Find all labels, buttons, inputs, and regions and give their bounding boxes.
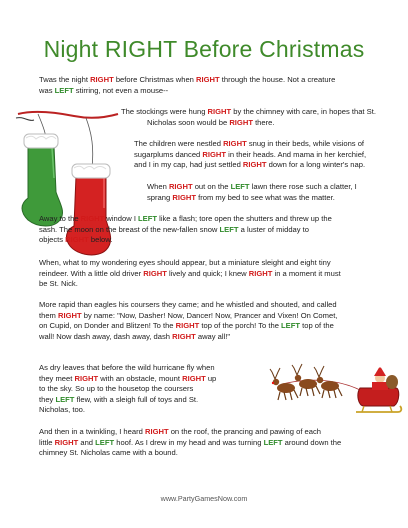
text-line bbox=[39, 448, 341, 459]
text-run: them bbox=[39, 310, 58, 320]
paragraph-3 bbox=[134, 139, 366, 171]
text-run: and I in my cap, had just settled bbox=[134, 160, 243, 170]
text-run: before Christmas when bbox=[113, 75, 197, 84]
text-run: top of the porch! To the bbox=[199, 321, 282, 331]
keyword-right: RIGHT bbox=[144, 427, 169, 436]
text-run: out on the bbox=[192, 182, 231, 191]
footer-website: www.PartyGamesNow.com bbox=[160, 494, 248, 503]
keyword-left: LEFT bbox=[138, 214, 158, 223]
text-run: sash. The moon on the breast of the new-fallen snow bbox=[39, 224, 220, 234]
keyword-right: RIGHT bbox=[242, 160, 267, 170]
text-run: The children were nestled bbox=[134, 139, 224, 148]
text-line bbox=[134, 160, 366, 171]
text-run: and bbox=[78, 437, 96, 447]
text-line bbox=[39, 75, 335, 86]
keyword-right: RIGHT bbox=[248, 268, 273, 278]
text-run: with an obstacle, mount bbox=[98, 373, 183, 383]
keyword-right: RIGHT bbox=[207, 107, 232, 116]
text-run: Nicholas soon would be bbox=[147, 117, 230, 127]
text-run: away all!" bbox=[195, 331, 231, 341]
keyword-left: LEFT bbox=[263, 437, 283, 447]
text-line bbox=[39, 225, 332, 236]
keyword-right: RIGHT bbox=[172, 192, 196, 202]
text-run: stirring, not even a mouse-- bbox=[73, 85, 169, 95]
text-run: Away to the bbox=[39, 214, 81, 223]
text-line bbox=[39, 269, 341, 280]
keyword-right: RIGHT bbox=[80, 214, 105, 223]
text-run: on Cupid, on Donder and Blitzen! To the bbox=[39, 321, 176, 331]
paragraph-8 bbox=[39, 363, 216, 416]
text-run: objects bbox=[39, 235, 66, 245]
keyword-right: RIGHT bbox=[229, 117, 253, 127]
text-run: reindeer. With a little old driver bbox=[39, 268, 144, 278]
text-line bbox=[39, 374, 216, 385]
paragraph-6 bbox=[39, 258, 341, 290]
text-run: Nicholas, too. bbox=[39, 405, 86, 415]
keyword-right: RIGHT bbox=[65, 235, 89, 245]
text-run: wall! Now dash away, dash away, dash bbox=[39, 331, 173, 341]
text-run: lively and quick; I knew bbox=[166, 268, 249, 278]
text-run: sugarplums danced bbox=[134, 149, 203, 159]
text-run: chimney St. Nicholas came with a bound. bbox=[39, 448, 178, 458]
text-run: Twas the night bbox=[39, 75, 91, 84]
keyword-right: RIGHT bbox=[168, 182, 193, 191]
text-run: As dry leaves that before the wild hurricane fly when bbox=[39, 363, 215, 372]
text-line bbox=[39, 427, 341, 438]
text-run: from my bed to see what was the matter. bbox=[195, 192, 335, 202]
keyword-right: RIGHT bbox=[175, 321, 200, 331]
text-run: on the roof, the prancing and pawing of each bbox=[168, 427, 321, 436]
keyword-right: RIGHT bbox=[74, 373, 99, 383]
text-run: The stockings were hung bbox=[121, 107, 208, 116]
text-run: little bbox=[39, 437, 55, 447]
text-line bbox=[147, 193, 357, 204]
text-line bbox=[39, 363, 216, 374]
text-line bbox=[39, 438, 341, 449]
paragraph-9 bbox=[39, 427, 341, 459]
paragraph-2 bbox=[121, 107, 376, 128]
keyword-right: RIGHT bbox=[54, 437, 79, 447]
keyword-right: RIGHT bbox=[58, 310, 82, 320]
keyword-left: LEFT bbox=[219, 224, 239, 234]
text-line bbox=[121, 107, 376, 118]
text-line bbox=[39, 300, 337, 311]
keyword-right: RIGHT bbox=[143, 268, 167, 278]
text-line bbox=[134, 139, 366, 150]
keyword-right: RIGHT bbox=[90, 75, 114, 84]
text-line bbox=[39, 405, 216, 416]
paragraph-7 bbox=[39, 300, 337, 342]
text-line bbox=[39, 384, 216, 395]
text-line bbox=[147, 182, 357, 193]
sleigh-and-reindeer-image bbox=[268, 358, 404, 428]
text-line bbox=[39, 86, 335, 97]
text-run: around down the bbox=[282, 437, 342, 447]
keyword-right: RIGHT bbox=[223, 139, 247, 148]
text-run: up bbox=[205, 373, 217, 383]
text-run: window I bbox=[104, 214, 139, 223]
text-run: lawn there rose such a clatter, I bbox=[249, 182, 357, 191]
keyword-right: RIGHT bbox=[172, 331, 196, 341]
keyword-left: LEFT bbox=[54, 85, 74, 95]
text-run: When bbox=[147, 182, 169, 191]
text-run: flew, with a sleigh full of toys and St. bbox=[74, 394, 199, 404]
text-run: be St. Nick. bbox=[39, 279, 78, 289]
text-run: they bbox=[39, 394, 56, 404]
text-line bbox=[39, 395, 216, 406]
text-line bbox=[39, 332, 337, 343]
text-line bbox=[39, 321, 337, 332]
page-title: Night RIGHT Before Christmas bbox=[43, 36, 365, 62]
text-run: through the house. Not a creature bbox=[219, 75, 336, 84]
text-run: in a moment it must bbox=[272, 268, 341, 278]
text-line bbox=[39, 311, 337, 322]
text-run: they meet bbox=[39, 373, 75, 383]
keyword-right: RIGHT bbox=[202, 149, 227, 159]
text-run: sprang bbox=[147, 192, 173, 202]
text-run: When, what to my wondering eyes should appear, but a miniature sleight and eight tiny bbox=[39, 258, 331, 267]
text-run: by the chimney with care, in hopes that St. bbox=[231, 107, 376, 116]
text-run: a luster of midday to bbox=[238, 224, 310, 234]
keyword-left: LEFT bbox=[55, 394, 75, 404]
text-line bbox=[134, 150, 366, 161]
keyword-left: LEFT bbox=[230, 182, 250, 191]
paragraph-4 bbox=[147, 182, 357, 203]
paragraph-1 bbox=[39, 75, 335, 96]
text-run: hoof. As I drew in my head and was turning bbox=[114, 437, 264, 447]
text-run: snug in their beds, while visions of bbox=[246, 139, 365, 148]
text-run: More rapid than eagles his coursers they came; and he whistled and shouted, and called bbox=[39, 300, 337, 309]
text-run: like a flash; tore open the shutters and threw up the bbox=[157, 214, 332, 223]
text-run: was bbox=[39, 85, 55, 95]
text-line bbox=[39, 235, 332, 246]
keyword-right: RIGHT bbox=[182, 373, 206, 383]
keyword-left: LEFT bbox=[281, 321, 301, 331]
text-line bbox=[39, 258, 341, 269]
text-run: by name: "Now, Dasher! Now, Dancer! Now, Prancer and Vixen! On Comet, bbox=[81, 310, 338, 320]
text-run: And then in a twinkling, I heard bbox=[39, 427, 145, 436]
text-run: to the sky. So up to the housetop the coursers bbox=[39, 384, 194, 394]
text-run: down for a long winter's nap. bbox=[266, 160, 366, 170]
text-run: top of the bbox=[300, 321, 334, 331]
paragraph-5 bbox=[39, 214, 332, 246]
text-run: in their heads. And mama in her kerchief, bbox=[226, 149, 367, 159]
text-line bbox=[39, 214, 332, 225]
text-run: below. bbox=[88, 235, 113, 245]
text-line bbox=[39, 279, 341, 290]
text-run: there. bbox=[252, 117, 275, 127]
keyword-right: RIGHT bbox=[196, 75, 220, 84]
keyword-left: LEFT bbox=[95, 437, 115, 447]
text-line bbox=[121, 118, 376, 129]
